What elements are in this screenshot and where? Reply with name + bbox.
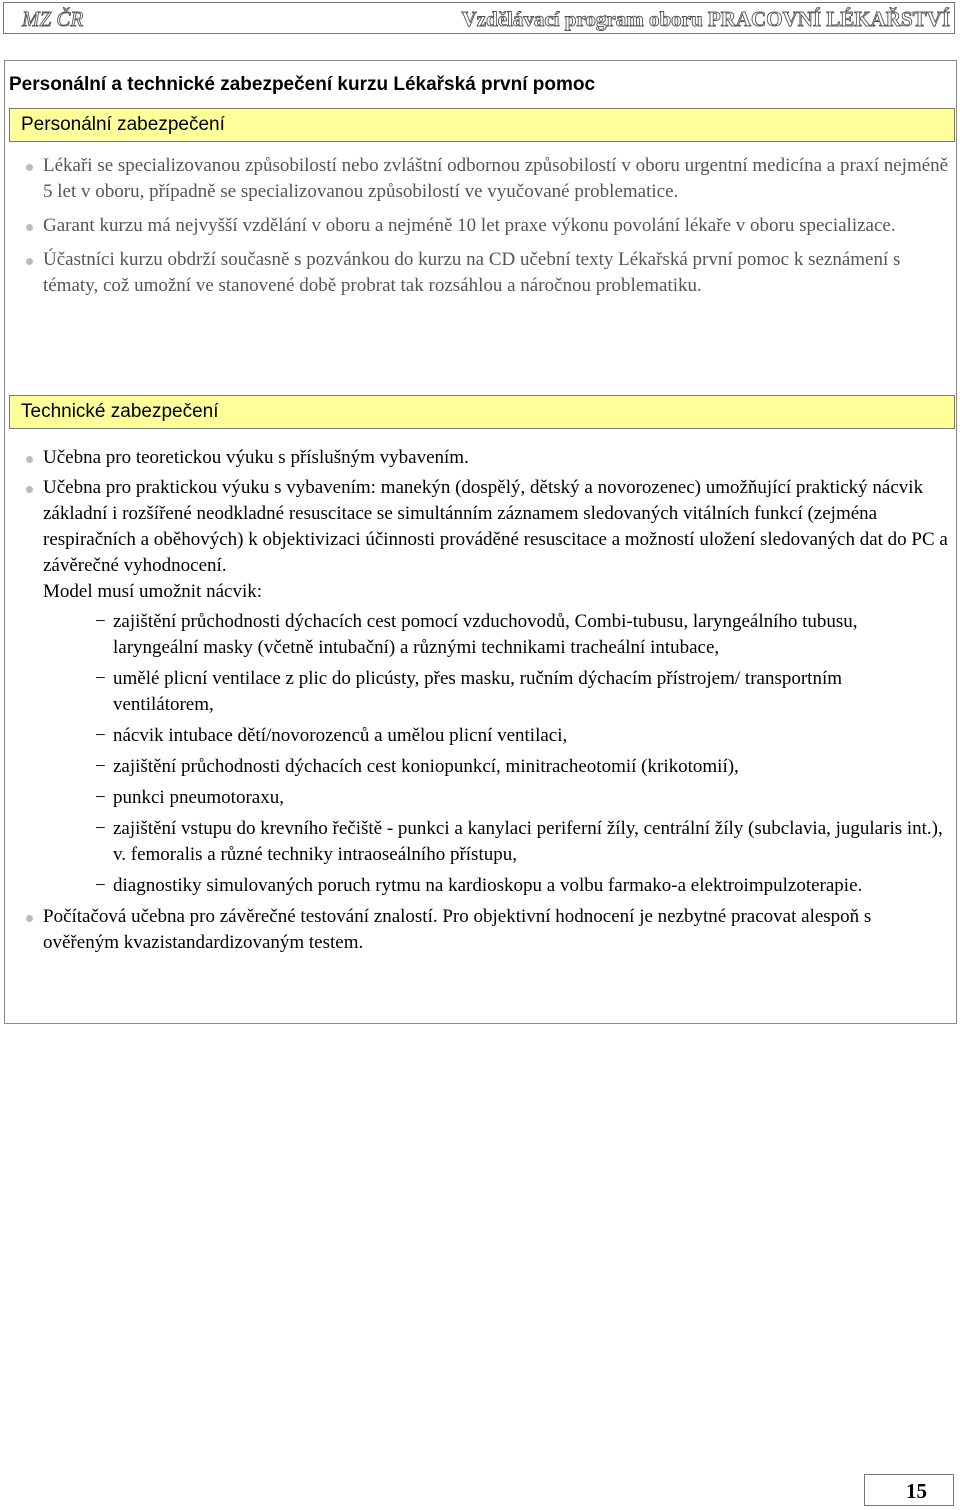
model-item: − punkci pneumotoraxu,	[43, 785, 949, 811]
personal-list	[5, 153, 955, 307]
list-item: Účastníci kurzu obdrží současně s pozvánkou do kurzu na CD učební texty Lékařská první pomoc k seznámení s tématy, což umožní ve stanovené době probrat tak rozsáhlou a náročnou problematiku.	[5, 247, 955, 299]
bullet-icon	[26, 258, 33, 265]
model-item: − nácvik intubace dětí/novorozenců a umělou plicní ventilaci,	[43, 723, 949, 749]
bullet-icon	[26, 456, 33, 463]
model-item: − umělé plicní ventilace z plic do plicústy, přes masku, ručním dýchacím přístrojem/ transportním ventilátorem,	[95, 668, 843, 715]
page-number-box	[864, 1474, 954, 1506]
model-item: − zajištění vstupu do krevního řečiště - punkci a kanylaci periferní žíly, centrální žíly (subclavia, jugularis int.), v. femoralis a různé techniky intraoseálního přístupu,	[95, 818, 943, 865]
model-list	[43, 609, 949, 899]
model-item: − diagnostiky simulovaných poruch rytmu na kardioskopu a volbu farmako-a elektroimpulzoterapie.	[43, 873, 949, 899]
bullet-icon	[26, 224, 33, 231]
list-item: Učebna pro praktickou výuku s vybavením: manekýn (dospělý, dětský a novorozenec) umožňující praktický nácvik základní i rozšířené neodkladné resuscitace se simultánním záznamem sledovaných vitálních funkcí (zejména respiračních a oběhových) k objektivizaci účinnosti prováděné resuscitace a možností uložení sledovaných dat do PC a závěrečné vyhodnocení. Model musí umožnit nácvik: − zajištění průchodnosti dýchacích cest pomocí vzduchovodů, Combi-tubusu, laryngeálního tubusu, laryngeální masky (včetně intubační) a různými technikami tracheální intubace, − umělé plicní ventilace z plic do plicústy, přes masku, ručním dýchacím přístrojem/ transportním ventilátorem, − nácvik intubace dětí/novorozenců a umělou plicní ventilaci, − zajištění průchodnosti dýchacích cest koniopunkcí, minitracheotomií (krikotomií), − punkci pneumotoraxu, − zajištění vstupu do krevního řečiště - punkci a kanylaci periferní žíly, centrální žíly (subclavia, jugularis int.), v. femoralis a různé techniky intraoseálního přístupu, − diagnostiky simulovaných poruch rytmu na kardioskopu a volbu farmako-a elektroimpulzoterapie.	[5, 475, 955, 899]
dash-icon: −	[95, 787, 106, 808]
dash-icon: −	[95, 725, 106, 746]
bullet-icon	[26, 486, 33, 493]
section-title: Personální a technické zabezpečení kurzu Lékařská první pomoc	[9, 74, 596, 95]
model-intro: Model musí umožnit nácvik:	[43, 581, 263, 602]
technical-list	[5, 445, 955, 960]
model-item: − zajištění průchodnosti dýchacích cest koniopunkcí, minitracheotomií (krikotomií),	[43, 754, 949, 780]
header-program-title: Vzdělávací program oboru PRACOVNÍ LÉKAŘSTVÍ	[461, 7, 950, 31]
dash-icon: −	[95, 818, 106, 839]
list-item: Lékaři se specializovanou způsobilostí nebo zvláštní odbornou způsobilostí v oboru urgentní medicína a praxí nejméně 5 let v oboru, případně se specializovanou způsobilostí ve vyučované problematice.	[5, 153, 955, 205]
model-item: − zajištění průchodnosti dýchacích cest pomocí vzduchovodů, Combi-tubusu, laryngeálního tubusu, laryngeální masky (včetně intubační) a různými technikami tracheální intubace,	[95, 611, 858, 658]
page-header	[3, 2, 955, 34]
bullet-icon	[26, 164, 33, 171]
page-number: 15	[906, 1479, 927, 1503]
dash-icon: −	[95, 668, 106, 689]
list-item: Garant kurzu má nejvyšší vzdělání v oboru a nejméně 10 let praxe výkonu povolání lékaře v oboru specializace.	[5, 213, 955, 239]
header-ministry: MZ ČR	[22, 7, 84, 31]
dash-icon: −	[95, 756, 106, 777]
bullet-icon	[26, 915, 33, 922]
dash-icon: −	[95, 875, 106, 896]
dash-icon: −	[95, 611, 106, 632]
content-box	[4, 60, 957, 1024]
personal-heading: Personální zabezpečení	[9, 108, 955, 142]
technical-heading: Technické zabezpečení	[9, 395, 955, 429]
list-item: Počítačová učebna pro závěrečné testování znalostí. Pro objektivní hodnocení je nezbytné pracovat alespoň s ověřeným kvazistandardizovaným testem.	[5, 904, 955, 956]
list-item: Učebna pro teoretickou výuku s příslušným vybavením.	[5, 445, 955, 471]
